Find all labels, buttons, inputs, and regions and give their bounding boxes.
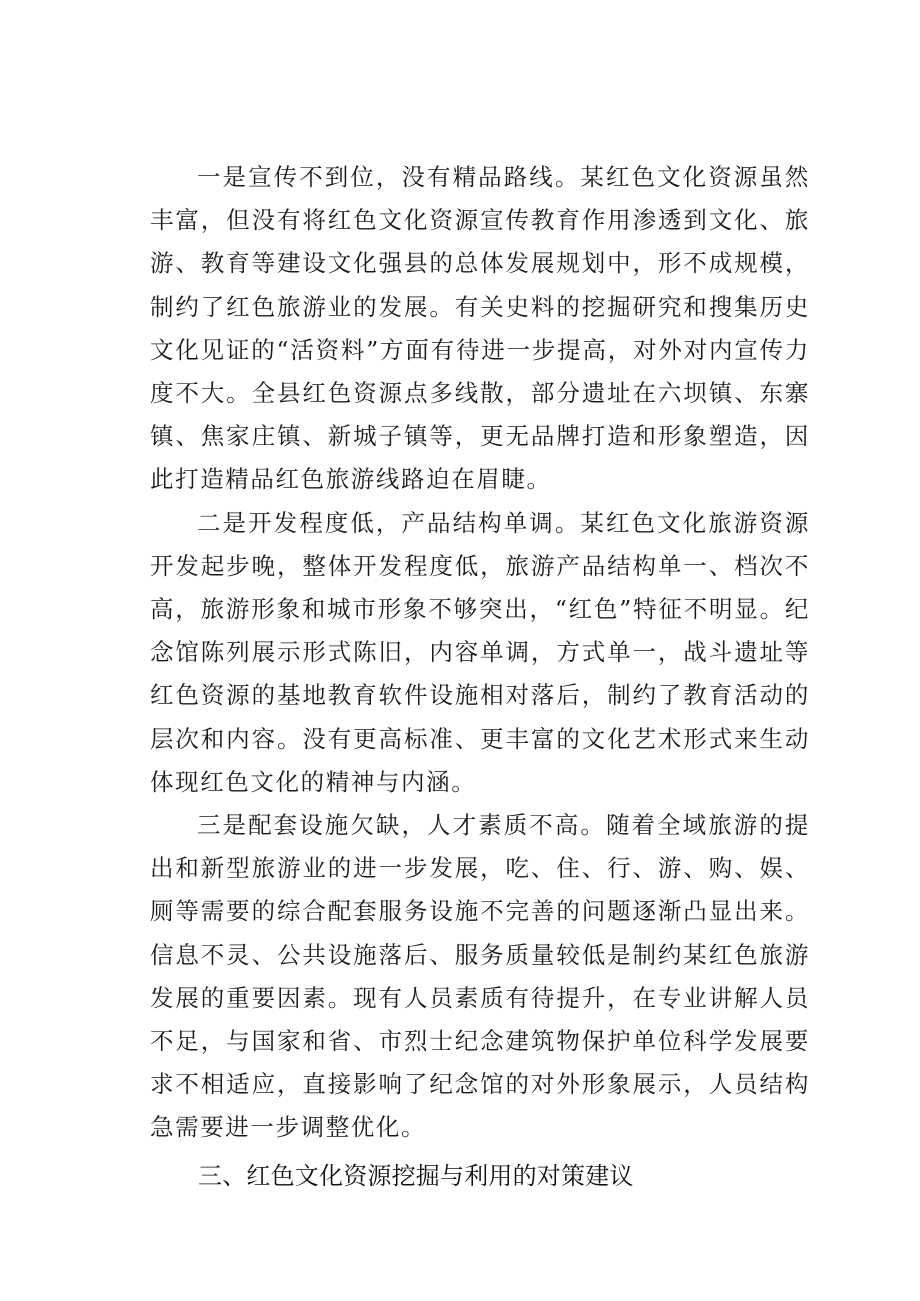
section-heading: 三、红色文化资源挖掘与利用的对策建议 [198,1161,634,1190]
paragraph-publicity: 一是宣传不到位，没有精品路线。某红色文化资源虽然丰富，但没有将红色文化资源宣传教育作用渗透到文化、旅游、教育等建设文化强县的总体发展规划中，形不成规模，制约了红色旅游业的发展。有关史料的挖掘研究和搜集历史文化见证的“活资料”方面有待进一步提高，对外对内宣传力度不大。全县红色资源点多线散，部分遗址在六坝镇、东寨镇、焦家庄镇、新城子镇等，更无品牌打造和形象塑造，因此打造精品红色旅游线路迫在眉睫。 [150,163,810,494]
paragraph-facilities: 三是配套设施欠缺，人才素质不高。随着全域旅游的提出和新型旅游业的进一步发展，吃、住、行、游、购、娱、厕等需要的综合配套服务设施不完善的问题逐渐凸显出来。信息不灵、公共设施落后、服务质量较低是制约某红色旅游发展的重要因素。现有人员素质有待提升，在专业讲解人员不足，与国家和省、市烈士纪念建筑物保护单位科学发展要求不相适应，直接影响了纪念馆的对外形象展示，人员结构急需要进一步调整优化。 [150,811,810,1142]
document-body [150,156,810,1200]
paragraph-development: 二是开发程度低，产品结构单调。某红色文化旅游资源开发起步晚，整体开发程度低，旅游产品结构单一、档次不高，旅游形象和城市形象不够突出，“红色”特征不明显。纪念馆陈列展示形式陈旧，内容单调，方式单一，战斗遗址等红色资源的基地教育软件设施相对落后，制约了教育活动的层次和内容。没有更高标准、更丰富的文化艺术形式来生动体现红色文化的精神与内涵。 [150,508,810,796]
